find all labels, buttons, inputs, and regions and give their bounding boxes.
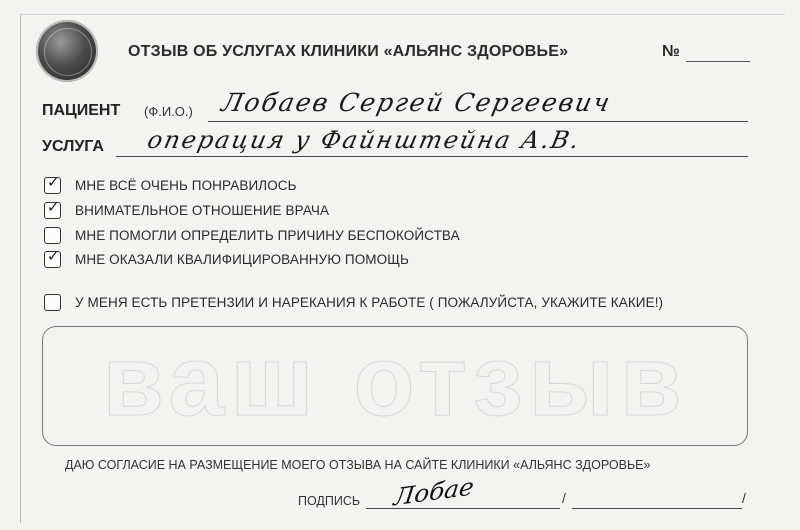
clinic-logo-icon <box>36 20 98 82</box>
signature-value: Лобае <box>392 472 476 512</box>
patient-field-line <box>208 121 748 122</box>
checkbox-row-found-cause[interactable] <box>44 225 460 245</box>
form-number-field[interactable] <box>686 61 750 62</box>
check-icon: ✓ <box>47 197 60 216</box>
patient-label: ПАЦИЕНТ <box>42 102 121 119</box>
checkbox-row-complaints[interactable] <box>44 292 663 312</box>
checkbox-label: ВНИМАТЕЛЬНОЕ ОТНОШЕНИЕ ВРАЧА <box>75 202 330 218</box>
checkbox-row-attentive-doctor[interactable] <box>44 197 330 220</box>
patient-sublabel: (Ф.И.О.) <box>144 104 193 119</box>
checkbox-liked-everything[interactable] <box>44 172 61 194</box>
checkbox-row-qualified-help[interactable] <box>44 246 409 269</box>
service-field-line <box>116 156 748 157</box>
review-textarea[interactable] <box>42 326 748 446</box>
check-icon: ✓ <box>47 246 60 265</box>
form-title: ОТЗЫВ ОБ УСЛУГАХ КЛИНИКИ «АЛЬЯНС ЗДОРОВЬЕ» <box>128 43 569 60</box>
service-field[interactable]: операция у Файнштейна А.В. <box>145 126 584 154</box>
checkbox-attentive-doctor[interactable] <box>44 197 61 219</box>
patient-name-field[interactable]: Лобаев Сергей Сергеевич <box>218 88 615 117</box>
signature-separator: / <box>562 490 566 506</box>
checkbox-row-liked-everything[interactable] <box>44 172 297 195</box>
signature-name-field[interactable] <box>572 508 742 509</box>
check-icon: ✓ <box>47 172 60 191</box>
checkbox-complaints[interactable] <box>44 294 61 311</box>
service-label: УСЛУГА <box>42 138 104 155</box>
checkbox-label: У МЕНЯ ЕСТЬ ПРЕТЕНЗИИ И НАРЕКАНИЯ К РАБОТЕ ( ПОЖАЛУЙСТА, УКАЖИТЕ КАКИЕ!) <box>75 294 664 310</box>
review-watermark: ваш отзыв <box>102 326 688 437</box>
signature-label: ПОДПИСЬ <box>298 494 361 508</box>
checkbox-label: МНЕ ОКАЗАЛИ КВАЛИФИЦИРОВАННУЮ ПОМОЩЬ <box>75 251 409 267</box>
checkbox-qualified-help[interactable] <box>44 246 61 268</box>
consent-text: ДАЮ СОГЛАСИЕ НА РАЗМЕЩЕНИЕ МОЕГО ОТЗЫВА НА САЙТЕ КЛИНИКИ «АЛЬЯНС ЗДОРОВЬЕ» <box>65 458 651 472</box>
checkbox-label: МНЕ ВСЁ ОЧЕНЬ ПОНРАВИЛОСЬ <box>75 177 297 193</box>
form-number-label: № <box>662 43 680 60</box>
checkbox-found-cause[interactable] <box>44 227 61 244</box>
checkbox-label: МНЕ ПОМОГЛИ ОПРЕДЕЛИТЬ ПРИЧИНУ БЕСПОКОЙСТВА <box>75 227 460 243</box>
signature-separator-end: / <box>742 490 746 506</box>
